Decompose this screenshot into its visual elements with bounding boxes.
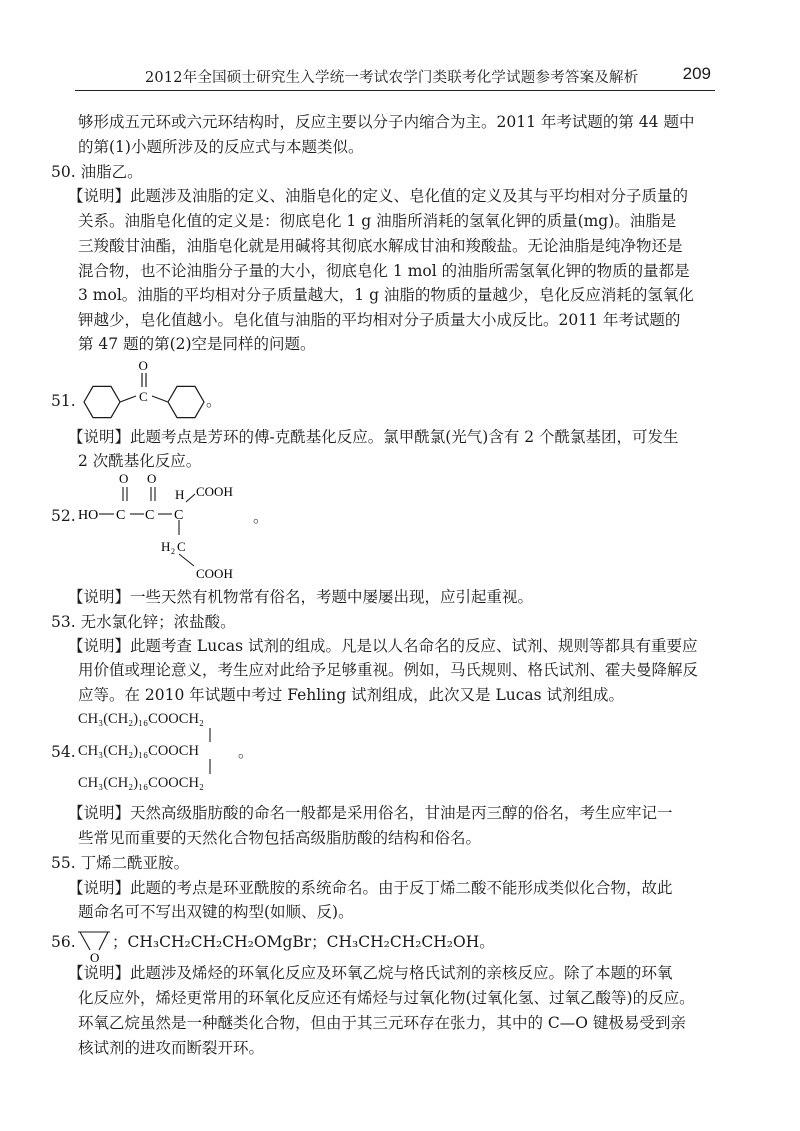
answer-56-text: ；CH₃CH₂CH₂CH₂OMgBr；CH₃CH₂CH₂CH₂OH。 xyxy=(112,933,495,951)
svg-text:2: 2 xyxy=(171,547,175,556)
explanation-text: 【说明】此题涉及油脂的定义、油脂皂化的定义、皂化值的定义及其与平均相对分子质量的 xyxy=(68,187,689,205)
svg-text:C: C xyxy=(116,508,126,523)
answer-53: 53. 无水氯化锌；浓盐酸。 xyxy=(51,613,236,631)
svg-text:O: O xyxy=(90,950,100,964)
running-header xyxy=(75,64,715,91)
header-title: 2012年全国硕士研究生入学统一考试农学门类联考化学试题参考答案及解析 xyxy=(145,70,639,86)
text-line: 题命名可不写出双键的构型(如顺、反)。 xyxy=(78,903,354,921)
svg-text:C: C xyxy=(174,508,184,523)
benzophenone-structure xyxy=(74,356,214,420)
svg-text:HO: HO xyxy=(78,508,99,523)
answer-56-number: 56. xyxy=(51,933,76,951)
triglyceride-line-3: CH₃(CH₂)₁₆COOCH₂ xyxy=(78,775,204,791)
text-line: 2 次酰基化反应。 xyxy=(78,452,202,470)
answer-55: 55. 丁烯二酰亚胺。 xyxy=(51,854,190,872)
answer-50: 50. 油脂乙。 xyxy=(51,163,143,181)
period: 。 xyxy=(238,743,254,761)
svg-text:O: O xyxy=(147,471,157,486)
text-line: 化反应外，烯烃更常用的环氧化反应还有烯烃与过氧化物(过氧化氢、过氧乙酸等)的反应。 xyxy=(78,989,695,1007)
epoxide-structure xyxy=(76,926,116,964)
text-line: 核试剂的进攻而断裂开环。 xyxy=(78,1039,265,1057)
explanation-text: 【说明】一些天然有机物常有俗名，考题中屡屡出现，应引起重视。 xyxy=(68,588,534,606)
svg-text:H: H xyxy=(161,539,171,554)
text-line: 些常见而重要的天然化合物包括高级脂肪酸的结构和俗名。 xyxy=(78,829,482,847)
page-number: 209 xyxy=(682,64,711,83)
svg-text:C: C xyxy=(145,508,155,523)
text-line: 用价值或理论意义，考生应对此给予足够重视。例如，马氏规则、格氏试剂、霍夫曼降解反 xyxy=(78,661,699,679)
text-line: 三羧酸甘油酯，油脂皂化就是用碱将其彻底水解成甘油和羧酸盐。无论油脂是纯净物还是 xyxy=(78,237,683,255)
carbonyl-carbon: C xyxy=(139,389,148,404)
svg-text:O: O xyxy=(119,471,129,486)
answer-52-number: 52. xyxy=(51,507,76,525)
benzene-ring-left xyxy=(84,386,120,417)
svg-text:COOH: COOH xyxy=(196,484,233,499)
text-line: 第 47 题的第(2)空是同样的问题。 xyxy=(78,335,316,353)
triglyceride-line-2: CH₃(CH₂)₁₆COOCH xyxy=(78,743,199,759)
answer-51-number: 51. xyxy=(51,392,76,410)
text-line: 钾越少，皂化值越小。皂化值与油脂的平均相对分子质量大小成反比。2011 年考试题的 xyxy=(78,311,681,329)
svg-text:C: C xyxy=(177,539,186,554)
period: 。 xyxy=(206,392,222,410)
explanation-text: 【说明】天然高级脂肪酸的命名一般都是采用俗名，甘油是丙三醇的俗名，考生应牢记一 xyxy=(68,804,673,822)
text-line: 应等。在 2010 年试题中考过 Fehling 试剂组成，此次又是 Lucas 试剂组成。 xyxy=(78,686,625,704)
explanation-text: 【说明】此题涉及烯烃的环氧化反应及环氧乙烷与格氏试剂的亲核反应。除了本题的环氧 xyxy=(68,964,673,982)
triglyceride-line-1: CH₃(CH₂)₁₆COOCH₂ xyxy=(78,711,204,727)
explanation-text: 【说明】此题考查 Lucas 试剂的组成。凡是以人名命名的反应、试剂、规则等都具有重要应 xyxy=(68,637,698,655)
keto-acid-structure xyxy=(78,468,258,580)
explanation-text: 【说明】此题的考点是环亚酰胺的系统命名。由于反丁烯二酸不能形成类似化合物，故此 xyxy=(68,879,673,897)
benzene-ring-right xyxy=(168,386,204,417)
text-line: 混合物，也不论油脂分子量的大小，彻底皂化 1 mol 的油脂所需氢氧化钾的物质的量都是 xyxy=(78,262,690,280)
text-line: 关系。油脂皂化值的定义是：彻底皂化 1 g 油脂所消耗的氢氧化钾的质量(mg)。油脂是 xyxy=(78,212,677,230)
explanation-text: 【说明】此题考点是芳环的傅-克酰基化反应。氯甲酰氯(光气)含有 2 个酰氯基团，可发生 xyxy=(68,428,679,446)
carbonyl-oxygen: O xyxy=(138,358,148,373)
svg-text:COOH: COOH xyxy=(196,566,233,580)
period: 。 xyxy=(253,508,269,526)
text-line: 3 mol。油脂的平均相对分子质量越大，1 g 油脂的物质的量越少，皂化反应消耗的氢氧化 xyxy=(78,286,694,304)
text-line: 的第(1)小题所涉及的反应式与本题类似。 xyxy=(78,138,364,156)
answer-54-number: 54. xyxy=(51,743,76,761)
glycerol-bonds xyxy=(205,728,215,778)
svg-text:H: H xyxy=(175,487,185,502)
text-line: 环氧乙烷虽然是一种醚类化合物，但由于其三元环存在张力，其中的 C—O 键极易受到亲 xyxy=(78,1014,686,1032)
text-line: 够形成五元环或六元环结构时，反应主要以分子内缩合为主。2011 年考试题的第 44 题中 xyxy=(78,113,695,131)
